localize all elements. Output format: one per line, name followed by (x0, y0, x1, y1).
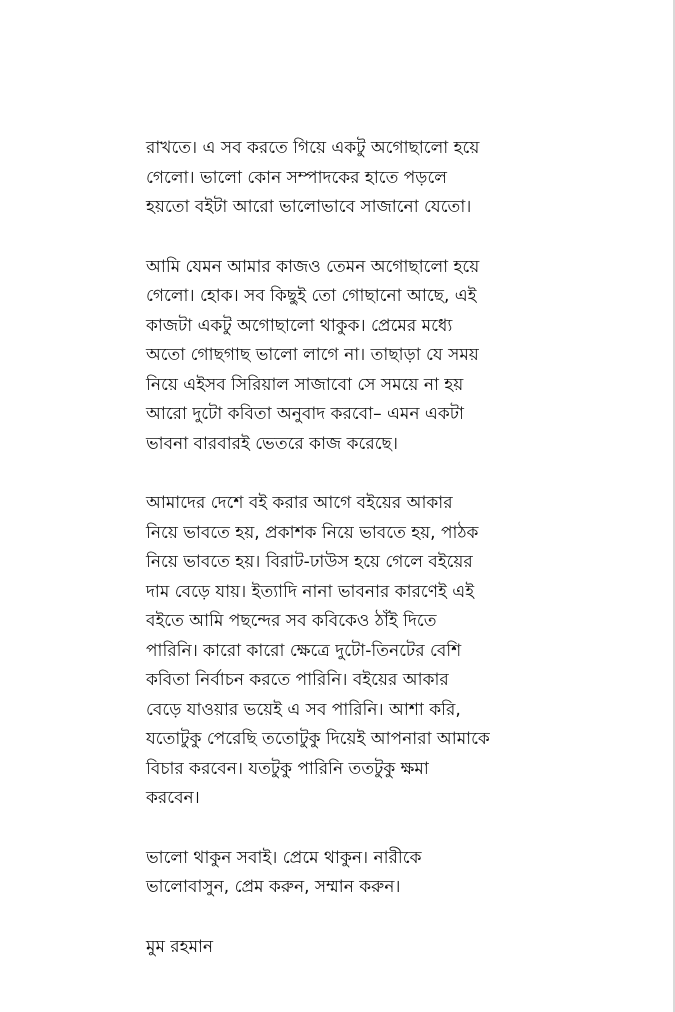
text-line: ভালোবাসুন, প্রেম করুন, সম্মান করুন। (146, 877, 401, 897)
text-line: বিচার করবেন। যতটুকু পারিনি ততটুকু ক্ষমা (146, 758, 429, 779)
author-signature (146, 933, 506, 963)
paragraph-2 (146, 253, 506, 460)
paragraph-4 (146, 844, 506, 903)
text-line: কাজটা একটু অগোছালো থাকুক। প্রেমের মধ্যে (146, 315, 453, 336)
paragraph-3 (146, 489, 506, 814)
author-name: মুম রহমান (146, 936, 214, 957)
text-line: হয়তো বইটা আরো ভালোভাবে সাজানো যেতো। (146, 197, 472, 217)
text-line: আমাদের দেশে বই করার আগে বইয়ের আকার (146, 493, 453, 513)
text-line: বইতে আমি পছন্দের সব কবিকেও ঠাঁই দিতে (146, 611, 437, 631)
text-line: কবিতা নির্বাচন করতে পারিনি। বইয়ের আকার (146, 670, 449, 690)
text-line: নিয়ে ভাবতে হয়। বিরাট-ঢাউস হয়ে গেলে বইয়ের (146, 552, 473, 572)
text-line: ভালো থাকুন সবাই। প্রেমে থাকুন। নারীকে (146, 847, 422, 868)
text-line: আরো দুটো কবিতা অনুবাদ করবো– এমন একটা (146, 404, 464, 424)
text-line: গেলো। হোক। সব কিছুই তো গোছানো আছে, এই (146, 286, 477, 306)
text-line: নিয়ে ভাবতে হয়, প্রকাশক নিয়ে ভাবতে হয়, পাঠক (146, 522, 479, 543)
text-line: পারিনি। কারো কারো ক্ষেত্রে দুটো-তিনটের বেশি (146, 640, 462, 661)
document-body (146, 134, 506, 962)
text-line: করবেন। (146, 788, 200, 808)
text-line: ভাবনা বারবারই ভেতরে কাজ করেছে। (146, 433, 398, 454)
text-line: দাম বেড়ে যায়। ইত্যাদি নানা ভাবনার কারণেই এই (146, 581, 475, 602)
text-line: যতোটুকু পেরেছি ততোটুকু দিয়েই আপনারা আমাকে (146, 729, 490, 749)
text-line: নিয়ে এইসব সিরিয়াল সাজাবো সে সময়ে না হয় (146, 374, 464, 395)
text-line: অতো গোছগাছ ভালো লাগে না। তাছাড়া যে সময় (146, 345, 479, 365)
text-line: রাখতে। এ সব করতে গিয়ে একটু অগোছালো হয়ে (146, 138, 480, 158)
text-line: বেড়ে যাওয়ার ভয়েই এ সব পারিনি। আশা করি, (146, 699, 461, 720)
text-line: গেলো। ভালো কোন সম্পাদকের হাতে পড়লে (146, 167, 447, 188)
text-line: আমি যেমন আমার কাজও তেমন অগোছালো হয়ে (146, 256, 480, 277)
paragraph-1 (146, 134, 506, 223)
